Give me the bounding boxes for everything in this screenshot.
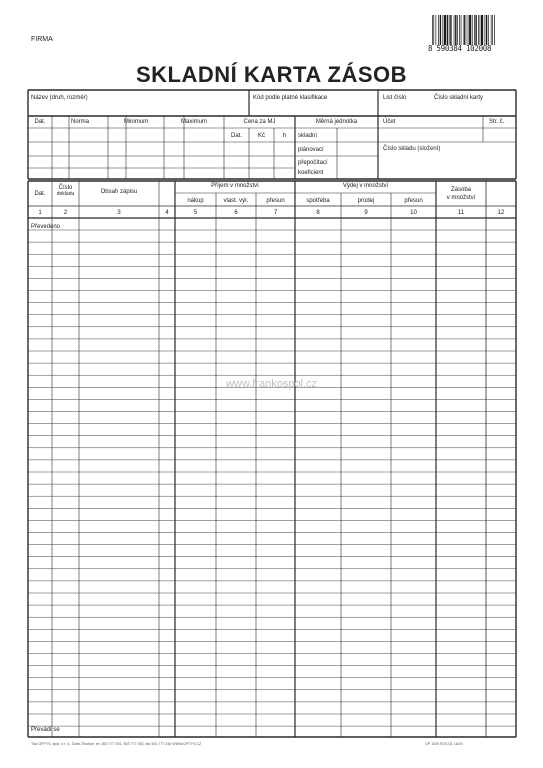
footer-printer-info: Tisk OPTYS, spol. s r. o., Dolní Životice, tel. 553 777 391, 553 777 053, fax 553 777 346 WWW.OPTYS.CZ — [31, 742, 202, 746]
cena-dat-label: Dat. — [230, 133, 242, 139]
barcode-bar — [478, 15, 479, 45]
list-cislo-label: List číslo — [383, 95, 407, 101]
column-number-10: 10 — [410, 210, 417, 216]
merna-jednotka-label: Měrná jednotka — [315, 119, 358, 125]
barcode-bar — [492, 15, 493, 45]
barcode-bar — [447, 15, 448, 45]
barcode-bar — [450, 15, 451, 45]
form-title: SKLADNÍ KARTA ZÁSOB — [135, 62, 408, 87]
col-vydej-label: Výdej v množství — [342, 183, 389, 189]
barcode-bar — [455, 15, 456, 45]
barcode-bar — [494, 15, 495, 45]
prepocitaci-label: přepočítací — [298, 160, 328, 166]
barcode-image — [432, 15, 516, 45]
column-number-1: 1 — [38, 210, 42, 216]
barcode-bar — [459, 15, 460, 45]
barcode-bar — [472, 15, 473, 45]
barcode-bar — [433, 15, 434, 45]
barcode-bar — [436, 15, 437, 45]
minimum-label: Minimum — [123, 119, 149, 125]
norma-label: Norma — [70, 119, 89, 125]
row-prevadi-se-label: Převádí se — [31, 727, 60, 733]
nazev-label: Název (druh, rozměr) — [31, 95, 88, 101]
cena-label: Cena za MJ — [243, 119, 276, 125]
col-presun-prijem-label: přesun — [266, 198, 285, 204]
col-zasoba-label: Zásoba — [450, 187, 471, 193]
barcode-bar — [488, 15, 489, 45]
col-prodej-label: prodej — [357, 198, 375, 204]
barcode-bar — [461, 15, 462, 45]
column-number-8: 8 — [316, 210, 320, 216]
col-vmnozstvi-label: v množství — [446, 195, 476, 201]
maximum-label: Maximum — [180, 119, 207, 125]
column-number-7: 7 — [273, 210, 278, 216]
column-number-5: 5 — [193, 210, 198, 216]
col-dat-label: Dat. — [34, 191, 46, 197]
cena-h-label: h — [282, 133, 287, 139]
barcode-number: 8 590384 102008 — [428, 44, 492, 53]
footer-form-code: OP 1020 R2/1/31 16/20 — [425, 742, 463, 746]
row-prevedeno-label: Převedeno — [31, 224, 61, 230]
column-number-2: 2 — [63, 210, 68, 216]
barcode-bar — [469, 15, 471, 45]
watermark-text: www.frankospol.cz — [225, 378, 318, 390]
barcode-bar — [491, 15, 492, 45]
barcode-bar — [468, 15, 469, 45]
barcode-bar — [466, 15, 467, 45]
barcode-bar — [481, 15, 483, 45]
skladni-label: skladní — [298, 133, 318, 139]
barcode-bar — [475, 15, 476, 45]
col-prijem-label: Příjem v množství — [211, 183, 259, 189]
barcode-bar — [449, 15, 450, 45]
cislo-karty-label: Číslo skladní karty — [434, 95, 484, 101]
col-spotreba-label: spotřeba — [306, 198, 330, 204]
barcode-bar — [457, 15, 458, 45]
ucet-label: Účet — [383, 119, 396, 125]
barcode-bar — [432, 15, 433, 45]
barcode-bar — [438, 15, 439, 45]
column-number-4: 4 — [165, 210, 169, 216]
barcode-bar — [444, 15, 446, 45]
col-vlast-label: vlast. výr. — [223, 198, 249, 204]
col-presun-vydej-label: přesun — [404, 198, 423, 204]
col-cislo-label: Číslo — [58, 185, 73, 191]
barcode-bar — [464, 15, 465, 45]
str-label: Str. č. — [489, 119, 505, 125]
planovaci-label: plánovací — [298, 147, 324, 153]
kod-label: Kód podle platné klasifikace — [253, 95, 328, 101]
barcode-bar — [454, 15, 455, 45]
column-number-6: 6 — [234, 210, 238, 216]
barcode-bar — [486, 15, 487, 45]
barcode-bar — [480, 15, 481, 45]
barcode-bar — [440, 15, 441, 45]
column-number-9: 9 — [364, 210, 368, 216]
column-number-11: 11 — [457, 210, 465, 216]
col-obsah-label: Obsah zápisu — [100, 189, 138, 195]
column-number-12: 12 — [497, 210, 505, 216]
firma-label: FIRMA — [31, 36, 53, 43]
cislo-skladu-label: Číslo skladu (složení) — [383, 146, 441, 152]
koeficient-label: koeficient — [298, 170, 324, 176]
barcode-bar — [474, 15, 475, 45]
cena-kc-label: Kč — [257, 133, 265, 139]
col-nakup-label: nákup — [187, 198, 204, 204]
col-dokladu-label: dokladu — [56, 191, 75, 197]
info-dat-label: Dat. — [34, 119, 46, 125]
column-number-3: 3 — [117, 210, 121, 216]
barcode-bar — [443, 15, 444, 45]
barcode-bar — [485, 15, 486, 45]
